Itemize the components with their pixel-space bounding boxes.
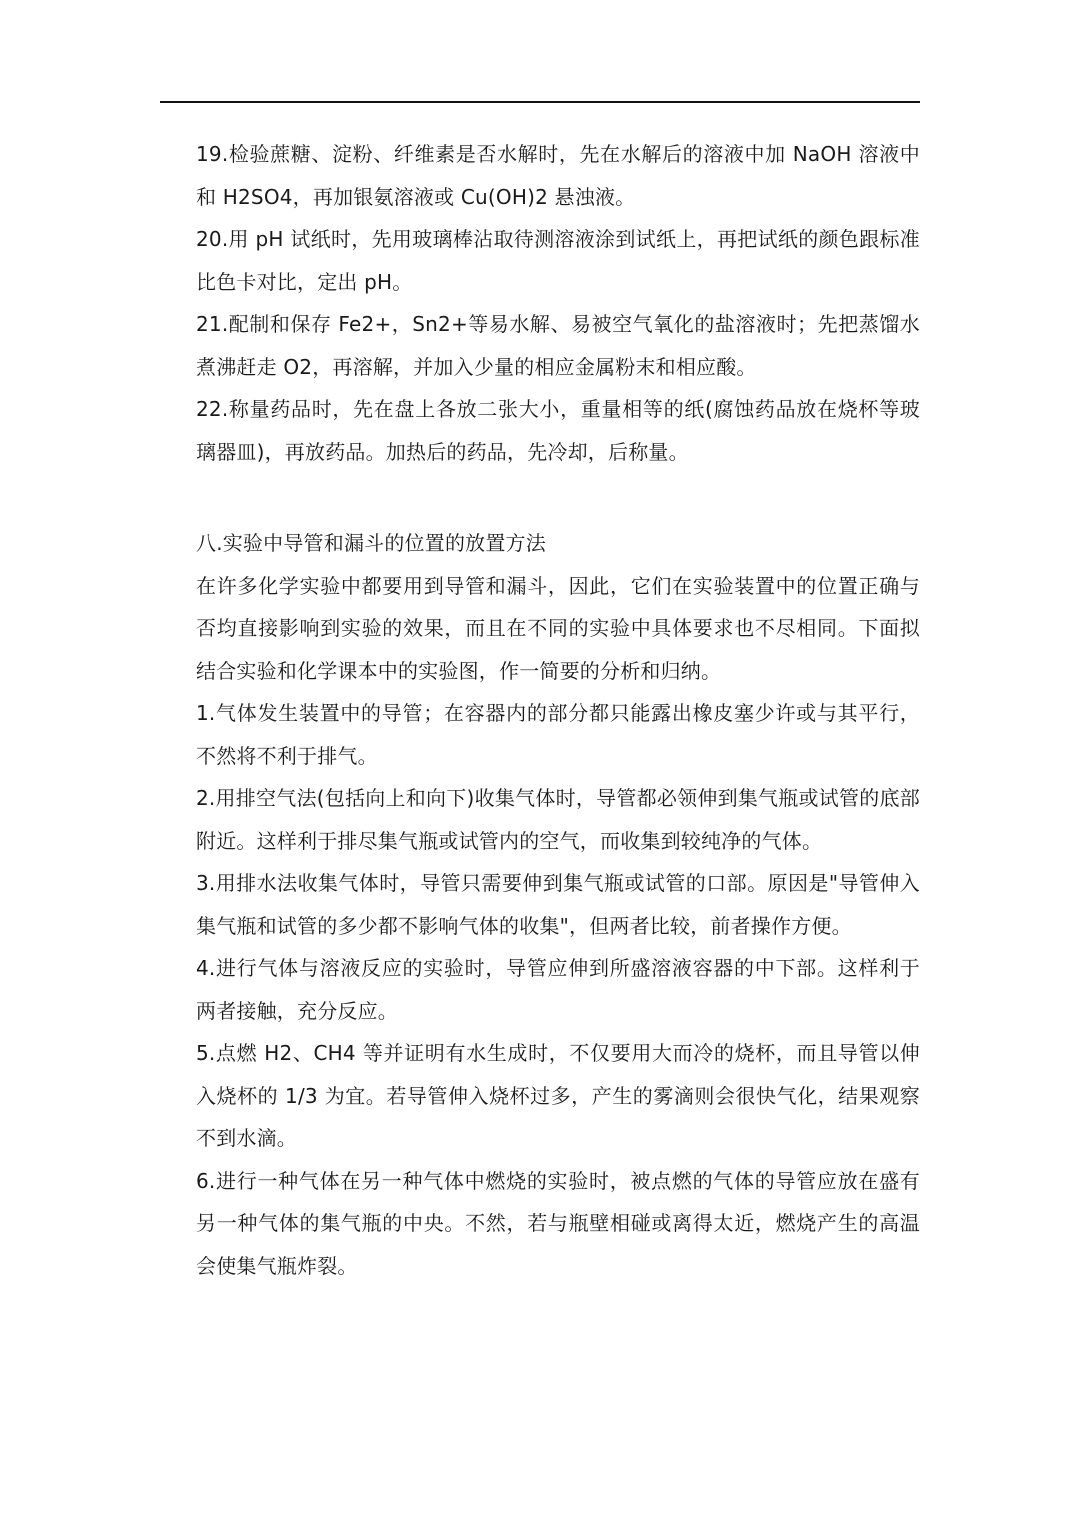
- list-item-20: 20.用 pH 试纸时，先用玻璃棒沾取待测溶液涂到试纸上，再把试纸的颜色跟标准比色卡对比，定出 pH。: [196, 227, 920, 294]
- list-item-21: 21.配制和保存 Fe2+，Sn2+等易水解、易被空气氧化的盐溶液时；先把蒸馏水煮沸赶走 O2，再溶解，并加入少量的相应金属粉末和相应酸。: [196, 312, 920, 379]
- document-body: [196, 133, 920, 1287]
- section-item-3: 3.用排水法收集气体时，导管只需要伸到集气瓶或试管的口部。原因是"导管伸入集气瓶和试管的多少都不影响气体的收集"，但两者比较，前者操作方便。: [196, 871, 920, 938]
- header-rule: [160, 101, 920, 103]
- section-item-2: 2.用排空气法(包括向上和向下)收集气体时，导管都必领伸到集气瓶或试管的底部附近。这样利于排尽集气瓶或试管内的空气，而收集到较纯净的气体。: [196, 786, 920, 853]
- list-item-19: 19.检验蔗糖、淀粉、纤维素是否水解时，先在水解后的溶液中加 NaOH 溶液中和 H2SO4，再加银氨溶液或 Cu(OH)2 悬浊液。: [196, 142, 920, 209]
- section-intro: 在许多化学实验中都要用到导管和漏斗，因此，它们在实验装置中的位置正确与否均直接影响到实验的效果，而且在不同的实验中具体要求也不尽相同。下面拟结合实验和化学课本中的实验图，作一简要的分析和归纳。: [196, 573, 920, 683]
- section-item-4: 4.进行气体与溶液反应的实验时，导管应伸到所盛溶液容器的中下部。这样利于两者接触，充分反应。: [196, 956, 920, 1023]
- list-item-22: 22.称量药品时，先在盘上各放二张大小，重量相等的纸(腐蚀药品放在烧杯等玻璃器皿)，再放药品。加热后的药品，先冷却，后称量。: [196, 397, 920, 464]
- section-item-6: 6.进行一种气体在另一种气体中燃烧的实验时，被点燃的气体的导管应放在盛有另一种气体的集气瓶的中央。不然，若与瓶壁相碰或离得太近，燃烧产生的高温会使集气瓶炸裂。: [196, 1168, 920, 1278]
- section-heading: 八.实验中导管和漏斗的位置的放置方法: [196, 531, 546, 555]
- section-item-5: 5.点燃 H2、CH4 等并证明有水生成时，不仅要用大而冷的烧杯，而且导管以伸入烧杯的 1/3 为宜。若导管伸入烧杯过多，产生的雾滴则会很快气化，结果观察不到水滴。: [196, 1041, 920, 1150]
- section-item-1: 1.气体发生装置中的导管；在容器内的部分都只能露出橡皮塞少许或与其平行，不然将不利于排气。: [196, 701, 920, 768]
